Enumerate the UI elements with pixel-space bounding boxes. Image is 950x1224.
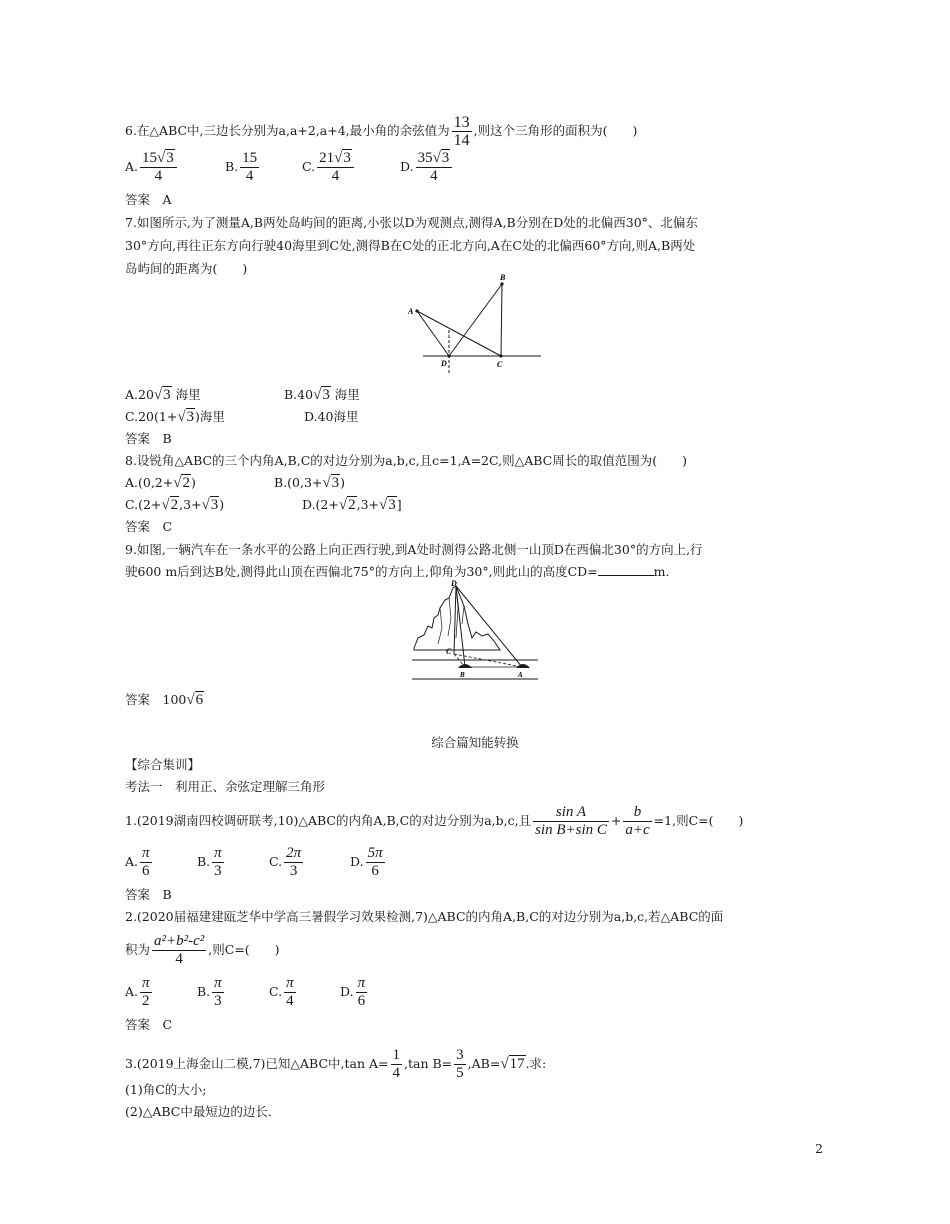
p2-option-a — [125, 975, 154, 1010]
q7-answer: 答案 B — [125, 431, 172, 446]
p3-ab-rad: 17 — [509, 1056, 525, 1072]
p2-option-d-num: π — [357, 975, 366, 991]
q9-answer-rad: 6 — [195, 692, 204, 708]
p2-line-2-end: ,则C=( ) — [208, 942, 280, 957]
q7-option-c: C.20(1+√3)海里 — [125, 409, 225, 425]
q9-figure-label-b: B — [460, 671, 465, 679]
p3-stem: 3.(2019上海金山二模,7)已知△ABC中,tan A= $\frac{1}{4}$ ,tan B= $\frac{3}{5}$ ,AB=√17.求: — [125, 1047, 547, 1081]
q7-option-b-pre: B.40 — [284, 387, 314, 402]
q7-option-c-rad: 3 — [186, 409, 195, 425]
q6-option-c-fraction: $\frac{21√3}{4}$ — [317, 150, 354, 185]
q8-option-c-pre: C.(2+ — [125, 497, 162, 512]
q8-option-a-post: ) — [190, 475, 196, 490]
p2-option-b-label: B. — [197, 984, 211, 999]
q9-answer-pre: 答案 100 — [125, 692, 187, 707]
q9-line-2-text: 驶600 m后到达B处,测得此山顶在西偏北75°的方向上,仰角为30°,则此山的高度CD= — [125, 564, 598, 579]
p2-option-a-num: π — [142, 975, 150, 991]
q7-figure-line-bc — [501, 284, 502, 356]
p1-option-b-num: π — [214, 845, 222, 861]
q6-option-c-num: 21 — [319, 150, 335, 166]
p1-option-b — [197, 845, 226, 880]
p1-option-a-num: π — [142, 845, 150, 861]
q7-option-b-post: 海里 — [330, 387, 360, 402]
q8-option-d: D.(2+√2,3+√3] — [302, 497, 402, 513]
p2-option-a-fraction — [140, 975, 152, 1010]
q7-figure-point-a — [415, 309, 418, 312]
q9-blank — [598, 563, 654, 576]
p3-fraction-a-num: 1 — [392, 1047, 401, 1063]
q6-option-b-fraction — [240, 150, 259, 185]
q6-option-a — [125, 150, 179, 185]
q6-fraction — [452, 114, 472, 149]
q6-option-c-rad: 3 — [343, 150, 351, 166]
q6-option-d-den: 4 — [430, 168, 438, 184]
q8-option-b-pre: B.(0,3+ — [274, 475, 323, 490]
q8-option-d-mid: ,3+ — [356, 497, 379, 512]
p2-line-2 — [125, 933, 280, 968]
q8-option-d-rad-2: 3 — [388, 497, 396, 513]
q8-stem: 8.设锐角△ABC的三个内角A,B,C的对边分别为a,b,c,且c=1,A=2C,则△ABC周长的取值范围为( ) — [125, 453, 687, 468]
q6-option-a-fraction: $\frac{15√3}{4}$ — [140, 150, 177, 185]
method-heading: 考法一 利用正、余弦定理解三角形 — [125, 779, 326, 794]
p2-fraction-num: a²+b²-c² — [154, 933, 205, 949]
q8-option-d-rad-1: 2 — [348, 497, 356, 513]
q9-line-1: 9.如图,一辆汽车在一条水平的公路上向正西行驶,到A处时测得公路北侧一山顶D在西偏北30°的方向上,行 — [125, 542, 703, 557]
p1-option-a-label: A. — [125, 854, 139, 869]
p3-mid: ,tan B= — [404, 1056, 453, 1071]
q7-figure-line-db — [449, 284, 502, 356]
q6-option-c-den: 4 — [331, 168, 340, 184]
q8-option-a-rad: 2 — [182, 475, 190, 491]
q7-figure-point-d — [447, 354, 450, 357]
p1-option-d-den: 6 — [371, 863, 379, 879]
q9-figure-label-a: A — [518, 671, 523, 679]
p2-option-d — [340, 975, 369, 1010]
q7-figure-label-b: B — [500, 273, 506, 282]
q7-line-1: 7.如图所示,为了测量A,B两处岛屿间的距离,小张以D为观测点,测得A,B分别在D处的北偏西30°、北偏东 — [125, 215, 698, 230]
q7-line-2: 30°方向,再往正东方向行驶40海里到C处,测得B在C处的正北方向,A在C处的北偏西60°方向,则A,B两处 — [125, 238, 696, 253]
p1-fraction-1-num: sin A — [533, 804, 609, 822]
q9-answer: 答案 100√6 — [125, 692, 204, 708]
q7-figure-label-c: C — [497, 360, 503, 369]
p3-stem-text: 3.(2019上海金山二模,7)已知△ABC中,tan A= — [125, 1056, 389, 1071]
p1-option-c-fraction — [284, 845, 303, 880]
q6-option-d-rad: 3 — [441, 150, 450, 166]
q7-figure-point-b — [500, 282, 503, 285]
p2-line-2-pre: 积为 — [125, 942, 151, 957]
q6-option-a-rad: 3 — [166, 150, 174, 166]
q9-figure-label-d: D — [451, 579, 457, 588]
p2-option-a-den: 2 — [142, 993, 150, 1009]
q8-option-c-rad-1: 2 — [170, 497, 179, 513]
p2-fraction-den: 4 — [175, 951, 183, 967]
p1-answer: 答案 B — [125, 887, 172, 902]
q6-answer: 答案 A — [125, 192, 172, 207]
q7-line-3: 岛屿间的距离为( ) — [125, 261, 248, 276]
p2-option-b-num: π — [214, 975, 222, 991]
p3-ab: ,AB= — [467, 1056, 501, 1071]
p1-fraction-2 — [623, 804, 651, 839]
q7-option-a: A.20√3 海里 — [125, 387, 201, 403]
page-number: 2 — [815, 1141, 823, 1156]
p1-fraction-2-num: b — [623, 804, 651, 822]
p2-option-a-label: A. — [125, 984, 139, 999]
p3-sub-2: (2)△ABC中最短边的边长. — [125, 1104, 272, 1119]
p2-option-c-fraction — [284, 975, 296, 1010]
q6-option-a-label: A. — [125, 159, 139, 174]
q6-option-b-label: B. — [225, 159, 239, 174]
q6-option-a-num: 15 — [142, 150, 158, 166]
q9-figure-label-c: C — [446, 647, 452, 656]
q7-figure-label-a: A — [408, 307, 414, 316]
p1-option-d — [350, 845, 387, 880]
q6-option-c — [302, 150, 356, 185]
p2-option-c-num: π — [286, 975, 294, 991]
q6-option-d-label: D. — [400, 159, 414, 174]
q7-figure-line-ac — [417, 311, 501, 356]
q7-option-d: D.40海里 — [304, 409, 359, 424]
q9-line-2 — [125, 563, 670, 581]
p1-option-d-fraction — [366, 845, 385, 880]
q8-option-a: A.(0,2+√2) — [125, 475, 196, 491]
q8-answer: 答案 C — [125, 519, 173, 534]
p1-option-a — [125, 845, 154, 880]
q7-option-b: B.40√3 海里 — [284, 387, 360, 403]
p1-plus: + — [610, 813, 622, 828]
p3-fraction-b — [454, 1047, 466, 1082]
q6-stem-end: ,则这个三角形的面积为( ) — [473, 123, 638, 138]
p2-option-c-den: 4 — [286, 993, 294, 1009]
q6-option-b — [225, 150, 261, 185]
q6-option-d-fraction: $\frac{35√3}{4}$ — [416, 150, 453, 185]
p1-fraction-1-den: sin B+sin C — [535, 822, 607, 838]
q6-frac-den: 14 — [453, 132, 470, 149]
q6-option-c-label: C. — [302, 159, 316, 174]
q6-frac-num: 13 — [453, 114, 470, 131]
q6-stem-text: 6.在△ABC中,三边长分别为a,a+2,a+4,最小角的余弦值为 — [125, 123, 450, 138]
p1-option-b-den: 3 — [214, 863, 222, 879]
q8-option-b: B.(0,3+√3) — [274, 475, 346, 491]
q8-option-c-rad-2: 3 — [210, 497, 219, 513]
p2-option-b — [197, 975, 226, 1010]
p2-option-c-label: C. — [269, 984, 283, 999]
q7-figure — [405, 270, 545, 375]
p3-fraction-a — [391, 1047, 403, 1082]
q9-figure — [412, 578, 540, 684]
p1-option-a-fraction — [140, 845, 152, 880]
p1-option-a-den: 6 — [142, 863, 150, 879]
q7-figure-line-ad — [417, 311, 449, 356]
q8-option-c-post: ) — [219, 497, 225, 512]
q8-option-a-pre: A.(0,2+ — [125, 475, 174, 490]
p2-option-d-fraction — [356, 975, 368, 1010]
p3-sub-1: (1)角C的大小; — [125, 1082, 207, 1097]
section-tag: 【综合集训】 — [125, 757, 201, 772]
q6-stem — [125, 114, 637, 149]
p1-option-c-den: 3 — [289, 863, 298, 879]
p2-option-c — [269, 975, 298, 1010]
q8-option-d-post: ] — [396, 497, 402, 512]
p2-answer: 答案 C — [125, 1017, 173, 1032]
q7-figure-label-d: D — [441, 359, 447, 368]
p1-stem-end: =1,则C=( ) — [653, 813, 744, 828]
p2-line-1: 2.(2020届福建建瓯芝华中学高三暑假学习效果检测,7)△ABC的内角A,B,C的对边分别为a,b,c,若△ABC的面 — [125, 909, 724, 924]
p1-option-d-num: 5π — [367, 845, 383, 861]
q7-option-c-post: )海里 — [195, 409, 225, 424]
q8-option-b-rad: 3 — [331, 475, 340, 491]
q7-option-a-rad: 3 — [163, 387, 171, 403]
p2-fraction — [152, 933, 206, 968]
p1-option-c — [269, 845, 305, 880]
q7-option-a-pre: A.20 — [125, 387, 154, 402]
p1-option-c-label: C. — [269, 854, 283, 869]
q8-option-c: C.(2+√2,3+√3) — [125, 497, 225, 513]
p1-option-c-num: 2π — [286, 845, 302, 861]
p2-option-b-fraction — [212, 975, 224, 1010]
q7-option-a-post: 海里 — [171, 387, 201, 402]
p1-stem — [125, 804, 743, 839]
p1-option-d-label: D. — [350, 854, 364, 869]
q8-option-b-post: ) — [340, 475, 346, 490]
q8-option-d-pre: D.(2+ — [302, 497, 339, 512]
section-title: 综合篇知能转换 — [431, 735, 519, 750]
p1-fraction-2-den: a+c — [625, 822, 650, 838]
q6-option-d — [400, 150, 454, 185]
p1-option-b-label: B. — [197, 854, 211, 869]
p1-stem-text: 1.(2019湖南四校调研联考,10)△ABC的内角A,B,C的对边分别为a,b,c,且 — [125, 813, 532, 828]
q8-option-c-mid: ,3+ — [179, 497, 202, 512]
p3-fraction-b-num: 3 — [456, 1047, 464, 1063]
q9-line-2-end: m. — [653, 564, 670, 579]
p2-option-b-den: 3 — [214, 993, 222, 1009]
q7-option-b-rad: 3 — [322, 387, 330, 403]
p1-fraction-1 — [533, 804, 609, 839]
q7-option-c-pre: C.20(1+ — [125, 409, 178, 424]
p3-fraction-a-den: 4 — [392, 1065, 401, 1081]
q6-option-b-num: 15 — [242, 150, 258, 166]
p1-option-b-fraction — [212, 845, 224, 880]
p2-option-d-den: 6 — [357, 993, 366, 1009]
q6-option-b-den: 4 — [245, 168, 254, 184]
p3-fraction-b-den: 5 — [456, 1065, 464, 1081]
p3-end: .求: — [525, 1056, 547, 1071]
q6-option-a-den: 4 — [154, 168, 163, 184]
q6-option-d-num: 35 — [417, 150, 433, 166]
q7-figure-point-c — [499, 354, 502, 357]
p2-option-d-label: D. — [340, 984, 354, 999]
